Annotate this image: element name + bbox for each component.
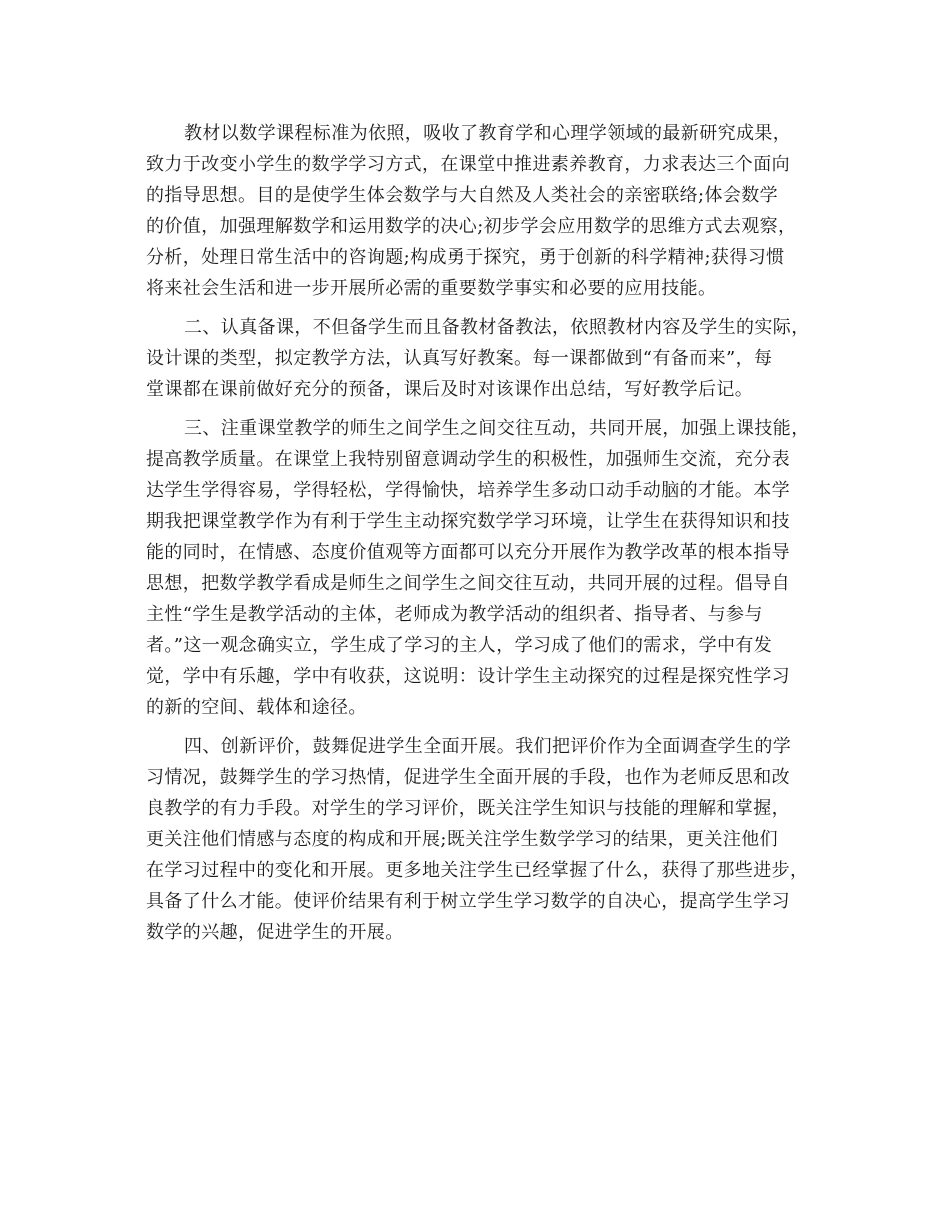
text-line: 提高教学质量。在课堂上我特别留意调动学生的积极性，加强师生交流，充分表: [146, 449, 790, 470]
document-body: [146, 118, 810, 948]
paragraph-4: [146, 731, 809, 948]
text-line: 者。”这一观念确实立，学生成了学习的主人，学习成了他们的需求，学中有发: [146, 635, 773, 656]
paragraph-3: [146, 413, 810, 723]
text-line: 教材以数学课程标准为依照，吸收了教育学和心理学领域的最新研究成果，: [184, 123, 792, 144]
text-line: 能的同时，在情感、态度价值观等方面都可以充分开展作为教学改革的根本指导: [146, 542, 790, 563]
text-line: 将来社会生活和进一步开展所必需的重要数学事实和必要的应用技能。: [146, 278, 717, 299]
text-line: 主性“学生是教学活动的主体，老师成为教学活动的组织者、指导者、与参与: [146, 604, 763, 625]
text-line: 分析，处理日常生活中的咨询题;构成勇于探究，勇于创新的科学精神;获得习惯: [146, 247, 785, 268]
paragraph-1: [146, 118, 806, 304]
text-line: 觉，学中有乐趣，学中有收获，这说明：设计学生主动探究的过程是探究性学习: [146, 666, 790, 687]
text-line: 良教学的有力手段。对学生的学习评价，既关注学生知识与技能的理解和掌握，: [146, 798, 790, 819]
text-line: 四、创新评价，鼓舞促进学生全面开展。我们把评价作为全面调查学生的学: [184, 736, 792, 757]
text-line: 达学生学得容易，学得轻松，学得愉快，培养学生多动口动手动脑的才能。本学: [146, 480, 790, 501]
text-line: 的新的空间、载体和途径。: [146, 697, 367, 718]
text-line: 堂课都在课前做好充分的预备，课后及时对该课作出总结，写好教学后记。: [146, 379, 754, 400]
text-line: 数学的兴趣，促进学生的开展。: [146, 922, 404, 943]
text-line: 的价值，加强理解数学和运用数学的决心;初步学会应用数学的思维方式去观察，: [146, 216, 797, 237]
text-line: 期我把课堂教学作为有利于学生主动探究数学学习环境，让学生在获得知识和技: [146, 511, 790, 532]
text-line: 习情况，鼓舞学生的学习热情，促进学生全面开展的手段，也作为老师反思和改: [146, 767, 790, 788]
text-line: 致力于改变小学生的数学学习方式，在课堂中推进素养教育，力求表达三个面向: [146, 154, 790, 175]
text-line: 的指导思想。目的是使学生体会数学与大自然及人类社会的亲密联络;体会数学: [146, 185, 779, 206]
text-line: 具备了什么才能。使评价结果有利于树立学生学习数学的自决心，提高学生学习: [146, 891, 790, 912]
text-line: 三、注重课堂教学的师生之间学生之间交往互动，共同开展，加强上课技能，: [184, 418, 810, 439]
text-line: 在学习过程中的变化和开展。更多地关注学生已经掌握了什么，获得了那些进步，: [146, 860, 809, 881]
text-line: 更关注他们情感与态度的构成和开展;既关注学生数学学习的结果，更关注他们: [146, 829, 779, 850]
text-line: 思想，把数学教学看成是师生之间学生之间交往互动，共同开展的过程。倡导自: [146, 573, 790, 594]
text-line: 设计课的类型，拟定教学方法，认真写好教案。每一课都做到“有备而来”，每: [146, 348, 773, 369]
text-line: 二、认真备课，不但备学生而且备教材备教法，依照教材内容及学生的实际，: [184, 317, 810, 338]
paragraph-2: [146, 312, 810, 405]
